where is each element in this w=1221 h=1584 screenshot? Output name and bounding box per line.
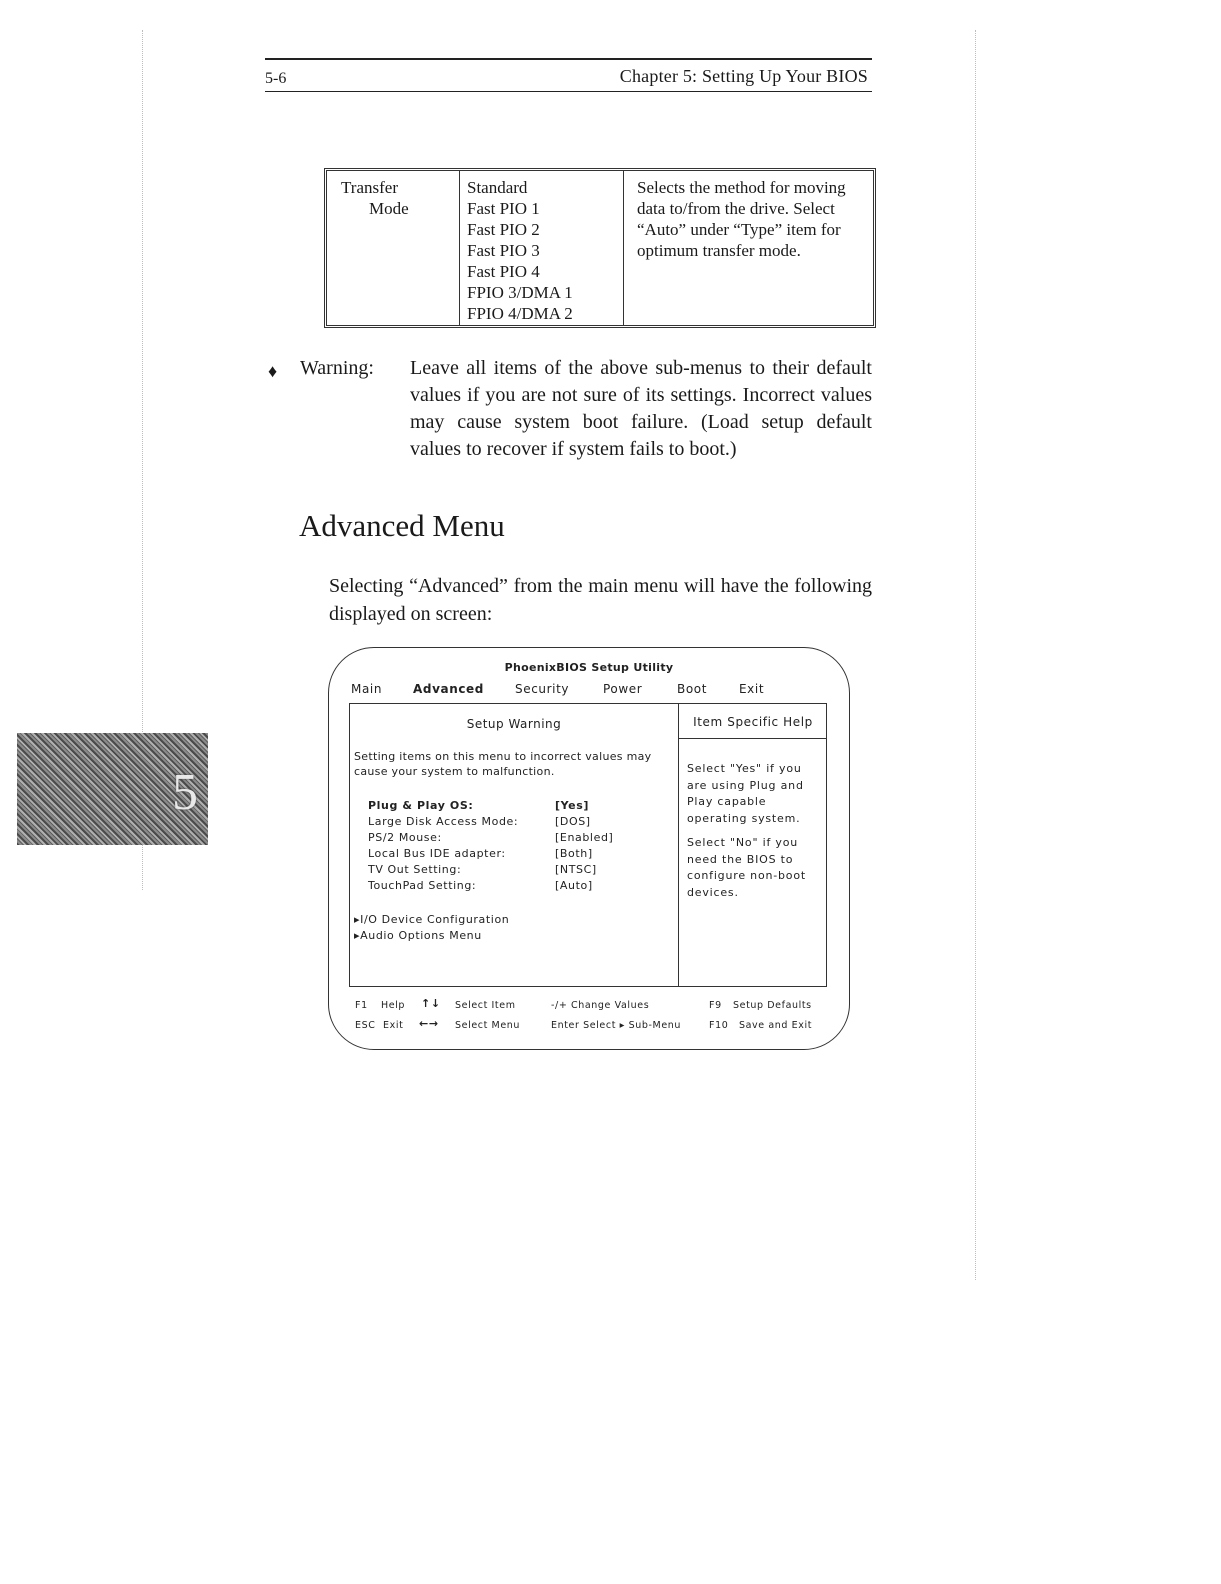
setting-touchpad[interactable] (368, 878, 668, 894)
settings-list (368, 798, 668, 894)
page-number: 5-6 (265, 70, 287, 87)
menu-main[interactable]: Main (351, 682, 383, 696)
header-bottom-rule (265, 91, 872, 92)
item-name-line2: Mode (369, 199, 409, 218)
setting-ps2-mouse[interactable] (368, 830, 668, 846)
option-item: Fast PIO 1 (467, 199, 540, 218)
setting-value[interactable]: [DOS] (555, 815, 591, 828)
panel-divider (678, 704, 679, 986)
table-item-cell (341, 177, 461, 219)
transfer-mode-table (324, 168, 876, 328)
setup-defaults-label: Setup Defaults (733, 1000, 812, 1011)
page-header (265, 58, 872, 94)
bios-footer (355, 997, 831, 1040)
submenu-arrow-icon: ▸ (354, 929, 361, 942)
table-description-cell: Selects the method for moving data to/from the drive. Select “Auto” under “Type” item for optimum transfer mode. (637, 178, 846, 260)
chapter-tab (17, 733, 208, 845)
option-item: Fast PIO 2 (467, 220, 540, 239)
item-specific-help-text (687, 761, 823, 909)
menu-advanced[interactable]: Advanced (413, 682, 484, 696)
setting-value[interactable]: [Enabled] (555, 831, 614, 844)
bios-panel (349, 703, 827, 987)
header-top-rule (265, 58, 872, 60)
setting-value[interactable]: [NTSC] (555, 863, 597, 876)
key-f1: F1 (355, 1000, 368, 1011)
up-down-arrows-icon: ↑↓ (421, 997, 441, 1010)
bios-title: PhoenixBIOS Setup Utility (504, 661, 674, 674)
setting-name: Large Disk Access Mode: (368, 815, 519, 828)
item-name-line1: Transfer (341, 178, 398, 197)
setting-value[interactable]: [Yes] (555, 799, 590, 812)
setting-local-bus-ide-adapter[interactable] (368, 846, 668, 862)
setting-name: TouchPad Setting: (368, 879, 477, 892)
setting-name: Local Bus IDE adapter: (368, 847, 506, 860)
setting-value[interactable]: [Both] (555, 847, 593, 860)
left-right-arrows-icon: ←→ (419, 1017, 439, 1030)
table-options-cell (467, 177, 617, 324)
exit-label: Exit (383, 1020, 404, 1031)
menu-security[interactable]: Security (515, 682, 570, 696)
setting-name: Plug & Play OS: (368, 799, 474, 812)
help-title-rule (678, 738, 826, 739)
key-help-label: Help (381, 1000, 406, 1011)
help-paragraph: Select "No" if you need the BIOS to configure non-boot devices. (687, 836, 806, 899)
chapter-tab-number: 5 (172, 764, 198, 821)
scan-edge-line-right (975, 30, 976, 1280)
change-values-label: -/+ Change Values (551, 1000, 650, 1011)
enter-submenu-label: Enter Select ▸ Sub-Menu (551, 1020, 682, 1031)
submenu-arrow-icon: ▸ (354, 913, 361, 926)
menu-exit[interactable]: Exit (739, 682, 765, 696)
option-item: Standard (467, 178, 528, 197)
submenu-audio-options[interactable] (354, 928, 509, 944)
setting-tv-out[interactable] (368, 862, 668, 878)
select-menu-label: Select Menu (455, 1020, 521, 1031)
setup-warning-text: Setting items on this menu to incorrect values may cause your system to malfunction. (354, 750, 652, 778)
setup-warning-title: Setup Warning (466, 717, 562, 731)
hand-pointer-icon: ♦ (268, 361, 278, 381)
submenu-label: I/O Device Configuration (360, 913, 510, 926)
section-intro: Selecting “Advanced” from the main menu will have the following displayed on screen: (329, 575, 872, 625)
submenu-list (354, 912, 509, 944)
setting-value[interactable]: [Auto] (555, 879, 593, 892)
option-item: FPIO 3/DMA 1 (467, 283, 573, 302)
setting-plug-and-play-os[interactable] (368, 798, 668, 814)
table-divider (623, 171, 624, 325)
option-item: Fast PIO 4 (467, 262, 540, 281)
setting-name: TV Out Setting: (368, 863, 462, 876)
key-esc: ESC (355, 1020, 376, 1031)
key-f10: F10 (709, 1020, 729, 1031)
save-exit-label: Save and Exit (739, 1020, 813, 1031)
setting-name: PS/2 Mouse: (368, 831, 442, 844)
setting-large-disk-access-mode[interactable] (368, 814, 668, 830)
warning-text: Leave all items of the above sub-menus to their default values if you are not sure of its settings. Incorrect values may cause system boot failure. (Load setup default values to recover if system fails to boot.) (410, 357, 872, 460)
section-title: Advanced Menu (299, 508, 505, 543)
chapter-title: Chapter 5: Setting Up Your BIOS (619, 66, 868, 86)
menu-boot[interactable]: Boot (677, 682, 708, 696)
option-item: FPIO 4/DMA 2 (467, 304, 573, 323)
submenu-label: Audio Options Menu (360, 929, 482, 942)
warning-label: Warning: (300, 357, 374, 379)
key-f9: F9 (709, 1000, 722, 1011)
bios-screen (328, 647, 850, 1050)
select-item-label: Select Item (455, 1000, 516, 1011)
option-item: Fast PIO 3 (467, 241, 540, 260)
footer-row (355, 1017, 831, 1040)
help-title: Item Specific Help (693, 715, 813, 729)
menu-power[interactable]: Power (603, 682, 643, 696)
submenu-io-device-configuration[interactable] (354, 912, 509, 928)
help-paragraph: Select "Yes" if you are using Plug and Play capable operating system. (687, 762, 804, 825)
